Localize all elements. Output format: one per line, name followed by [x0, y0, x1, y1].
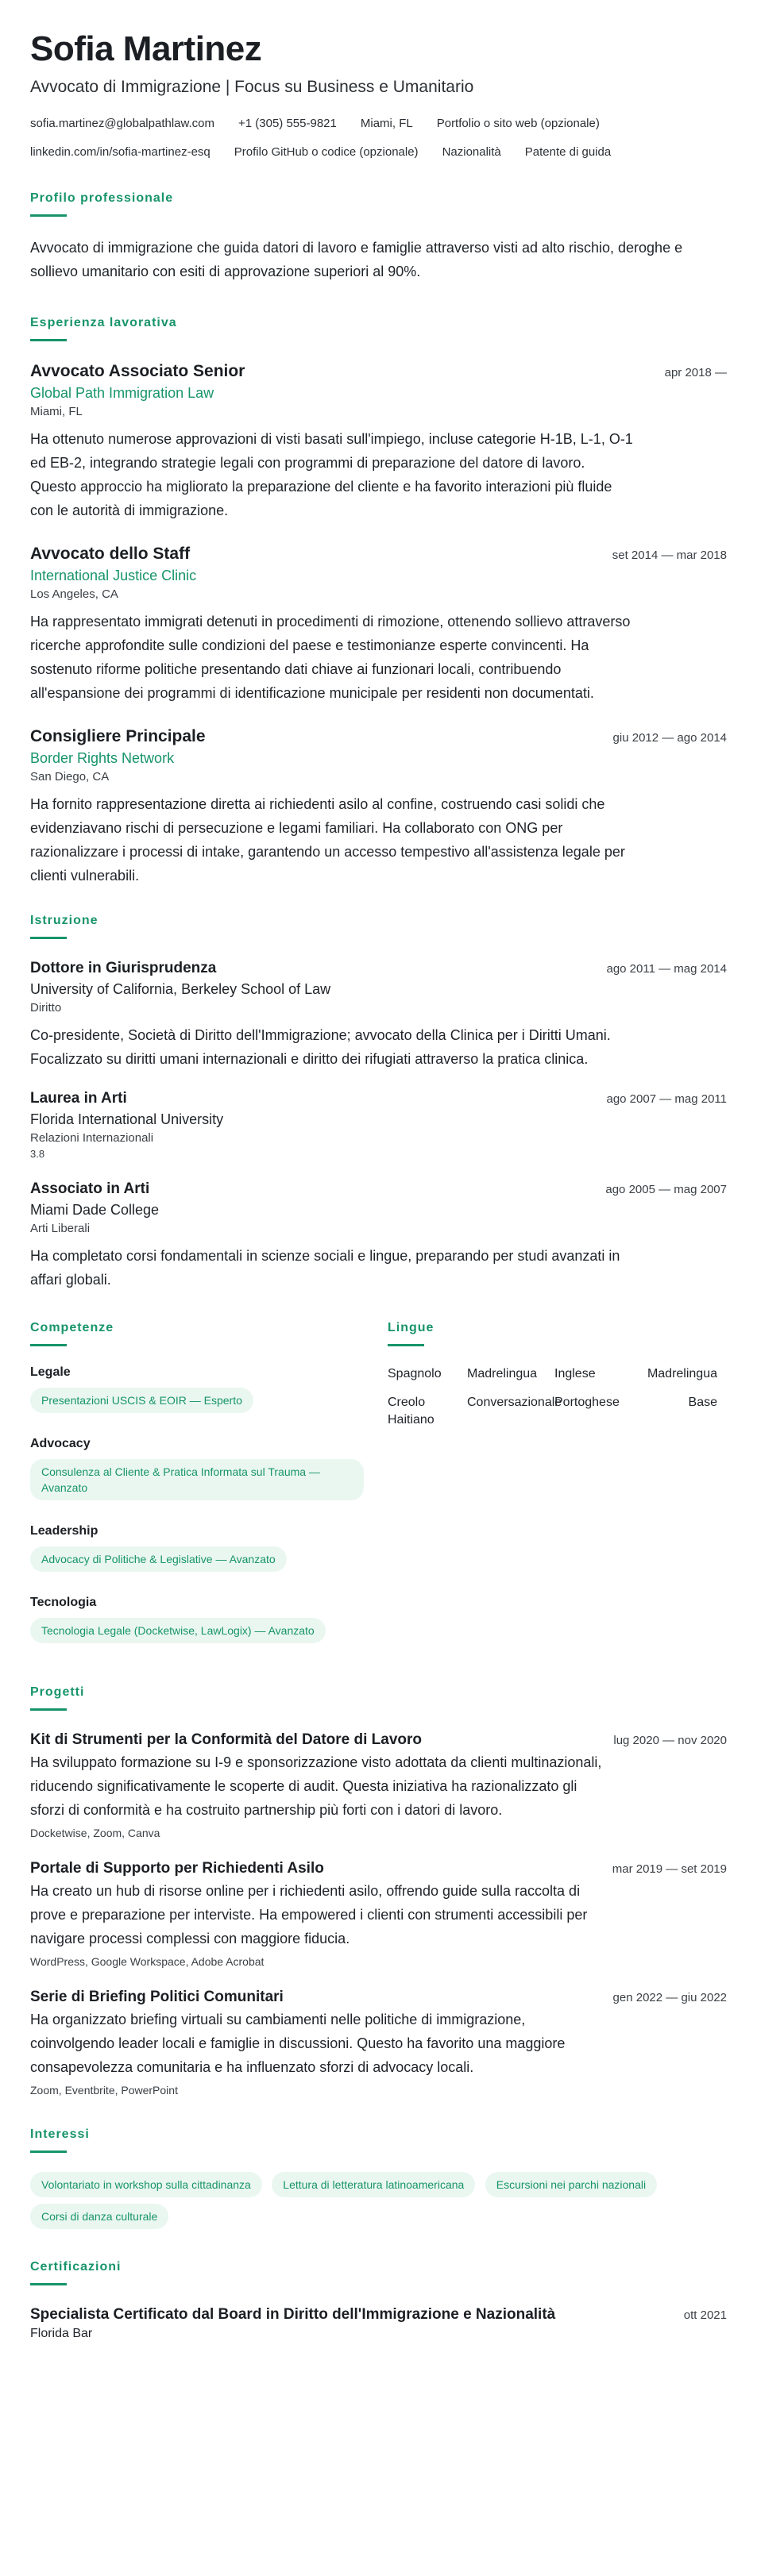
project-description: Ha organizzato briefing virtuali su cambiamenti nelle politiche di immigrazione, coinvolgendo leader locali e famiglie in discussioni. Questo ha favorito una maggiore consapevolezza comunitaria e ha influenzato sforzi di advocacy locali. — [30, 2012, 566, 2075]
languages-list — [388, 1365, 727, 1429]
skill-category: Tecnologia — [30, 1596, 97, 1609]
experience-entry — [30, 543, 727, 705]
languages-section — [388, 1320, 727, 1667]
job-date: apr 2018 — — [664, 366, 727, 379]
job-description: Ha ottenuto numerose approvazioni di visti basati sull'impiego, incluse categorie H-1B, L-1, O-1 ed EB-2, integrando strategie legali con programmi di preparazione del datore di lavoro. Questo approccio ha migliorato la preparazione del cliente e ha favorito interazioni più fluide con le autorità di immigrazione. — [30, 431, 633, 518]
contact-phone[interactable]: +1 (305) 555-9821 — [238, 117, 337, 130]
certification-issuer: Florida Bar — [30, 2327, 93, 2340]
contact-location: Miami, FL — [360, 117, 413, 130]
interest-tag: Corsi di danza culturale — [30, 2204, 168, 2229]
gpa-value: 3.8 — [30, 1148, 45, 1160]
skill-category: Leadership — [30, 1524, 98, 1538]
section-divider — [30, 214, 67, 217]
field-of-study: Arti Liberali — [30, 1222, 91, 1235]
job-description: Ha rappresentato immigrati detenuti in procedimenti di rimozione, ottenendo sollievo attraverso ricerche approfondite sulle condizioni del paese e testimonianze esperte convincenti. Ha sostenuto riforme politiche presentando dati chiave ai funzionari locali, contribuendo all'espansione dei programmi di identificazione municipale per residenti non documentati. — [30, 614, 631, 701]
project-description: Ha creato un hub di risorse online per i richiedenti asilo, offrendo guide sulla raccolta di prove e preparazione per interviste. Ha empowered i clienti con strumenti accessibili per navigare processi complessi con maggiore fiducia. — [30, 1883, 588, 1946]
section-title: Competenze — [30, 1321, 114, 1334]
language-level: Base — [688, 1396, 717, 1409]
section-divider — [30, 339, 67, 341]
skills-section — [30, 1320, 388, 1667]
project-title: Portale di Supporto per Richiedenti Asilo — [30, 1860, 324, 1877]
education-section — [30, 913, 727, 1292]
skill-group — [30, 1437, 388, 1507]
section-title: Certificazioni — [30, 2260, 122, 2274]
language-name: Portoghese — [554, 1396, 620, 1409]
contact-info — [30, 116, 727, 173]
section-title: Progetti — [30, 1685, 85, 1699]
language-level: Madrelingua — [467, 1367, 538, 1380]
contact-email[interactable]: sofia.martinez@globalpathlaw.com — [30, 117, 215, 130]
section-title: Lingue — [388, 1321, 435, 1334]
project-entry — [30, 1858, 727, 1970]
section-divider — [30, 2283, 67, 2285]
interest-tag: Volontariato in workshop sulla cittadinanza — [30, 2172, 262, 2197]
job-organization: International Justice Clinic — [30, 568, 197, 583]
skills-languages-row — [30, 1320, 727, 1667]
section-divider — [30, 1708, 67, 1711]
job-location: San Diego, CA — [30, 770, 110, 784]
certification-title: Specialista Certificato dal Board in Diritto dell'Immigrazione e Nazionalità — [30, 2306, 556, 2323]
degree-title: Associato in Arti — [30, 1180, 150, 1197]
experience-section — [30, 315, 727, 888]
section-title: Interessi — [30, 2127, 90, 2141]
contact-portfolio[interactable]: Portfolio o sito web (opzionale) — [436, 117, 600, 130]
field-of-study: Relazioni Internazionali — [30, 1131, 154, 1145]
section-divider — [388, 1344, 424, 1346]
education-entry — [30, 1179, 727, 1292]
certification-entry — [30, 2305, 727, 2343]
school-name: Florida International University — [30, 1111, 224, 1127]
education-date: ago 2005 — mag 2007 — [605, 1183, 727, 1196]
contact-nationality: Nazionalità — [442, 145, 501, 159]
contact-linkedin[interactable]: linkedin.com/in/sofia-martinez-esq — [30, 145, 210, 159]
project-tools: WordPress, Google Workspace, Adobe Acrobat — [30, 1955, 265, 1968]
education-entry — [30, 958, 727, 1071]
interests-section — [30, 2127, 727, 2235]
contact-github[interactable]: Profilo GitHub o codice (opzionale) — [234, 145, 419, 159]
contact-license: Patente di guida — [524, 145, 612, 159]
experience-entry — [30, 360, 727, 522]
summary-text: Avvocato di immigrazione che guida datori di lavoro e famiglie attraverso visti ad alto rischio, deroghe e sollievo umanitario con esiti di approvazione superiori al 90%. — [30, 240, 683, 279]
school-name: University of California, Berkeley School of Law — [30, 981, 331, 997]
project-entry — [30, 1987, 727, 2098]
skill-tag: Presentazioni USCIS & EOIR — Esperto — [30, 1388, 253, 1413]
skill-category: Advocacy — [30, 1437, 91, 1450]
skill-tag: Advocacy di Politiche & Legislative — Avanzato — [30, 1546, 287, 1572]
language-level: Madrelingua — [647, 1367, 717, 1380]
section-title: Profilo professionale — [30, 191, 174, 205]
resume-header — [30, 29, 727, 173]
job-location: Miami, FL — [30, 405, 83, 418]
project-date: mar 2019 — set 2019 — [612, 1862, 727, 1876]
education-description: Ha completato corsi fondamentali in scienze sociali e lingue, preparando per studi avanzati in affari globali. — [30, 1248, 620, 1288]
projects-section — [30, 1685, 727, 2098]
candidate-name: Sofia Martinez — [30, 29, 262, 68]
section-title: Istruzione — [30, 914, 98, 927]
job-title: Consigliere Principale — [30, 727, 206, 745]
project-title: Serie di Briefing Politici Comunitari — [30, 1989, 284, 2005]
job-title: Avvocato dello Staff — [30, 545, 191, 563]
degree-title: Dottore in Giurisprudenza — [30, 960, 217, 976]
skill-group — [30, 1524, 388, 1578]
job-title: Avvocato Associato Senior — [30, 362, 245, 380]
field-of-study: Diritto — [30, 1001, 62, 1015]
interest-tag: Lettura di letteratura latinoamericana — [272, 2172, 475, 2197]
language-name: Inglese — [554, 1367, 596, 1380]
experience-entry — [30, 726, 727, 888]
job-date: set 2014 — mar 2018 — [612, 549, 727, 562]
school-name: Miami Dade College — [30, 1202, 160, 1218]
skill-category: Legale — [30, 1365, 71, 1379]
section-divider — [30, 937, 67, 939]
degree-title: Laurea in Arti — [30, 1090, 127, 1107]
education-entry — [30, 1088, 727, 1161]
project-title: Kit di Strumenti per la Conformità del Datore di Lavoro — [30, 1731, 422, 1748]
project-entry — [30, 1730, 727, 1841]
candidate-headline: Avvocato di Immigrazione | Focus su Business e Umanitario — [30, 78, 474, 96]
project-tools: Docketwise, Zoom, Canva — [30, 1827, 160, 1839]
education-description: Co-presidente, Società di Diritto dell'Immigrazione; avvocato della Clinica per i Diritti Umani. Focalizzato su diritti umani internazionali e diritto dei rifugiati attraverso la pratica clinica. — [30, 1027, 611, 1067]
skill-tag: Tecnologia Legale (Docketwise, LawLogix) — Avanzato — [30, 1618, 326, 1643]
language-level: Conversazionale — [467, 1396, 562, 1409]
job-description: Ha fornito rappresentazione diretta ai richiedenti asilo al confine, costruendo casi solidi che evidenziavano rischi di persecuzione e legami familiari. Ha collaborato con ONG per razionalizzare i processi di intake, garantendo un accesso tempestivo all'assistenza legale per clienti vulnerabili. — [30, 796, 625, 884]
summary-section — [30, 191, 727, 283]
language-name: Creolo Haitiano — [388, 1396, 435, 1427]
language-name: Spagnolo — [388, 1367, 442, 1380]
certification-date: ott 2021 — [683, 2308, 727, 2322]
section-divider — [30, 1344, 67, 1346]
section-title: Esperienza lavorativa — [30, 316, 177, 329]
skill-group — [30, 1596, 388, 1650]
certifications-section — [30, 2259, 727, 2343]
education-date: ago 2007 — mag 2011 — [606, 1092, 727, 1106]
job-organization: Global Path Immigration Law — [30, 385, 214, 401]
job-date: giu 2012 — ago 2014 — [612, 731, 727, 745]
project-tools: Zoom, Eventbrite, PowerPoint — [30, 2084, 178, 2097]
section-divider — [30, 2151, 67, 2153]
skill-tag: Consulenza al Cliente & Pratica Informata sul Trauma — Avanzato — [30, 1459, 364, 1500]
interests-list — [30, 2172, 727, 2235]
interest-tag: Escursioni nei parchi nazionali — [485, 2172, 657, 2197]
education-date: ago 2011 — mag 2014 — [606, 962, 727, 976]
project-description: Ha sviluppato formazione su I-9 e sponsorizzazione visto adottata da clienti multinazionali, riducendo significativamente le scoperte di audit. Questa iniziativa ha razionalizzato gli sforzi di conformità e ha costruito partnership più forti con i datori di lavoro. — [30, 1754, 602, 1818]
job-location: Los Angeles, CA — [30, 587, 118, 601]
job-organization: Border Rights Network — [30, 750, 175, 766]
project-date: gen 2022 — giu 2022 — [612, 1991, 727, 2004]
skill-group — [30, 1365, 388, 1419]
project-date: lug 2020 — nov 2020 — [613, 1734, 727, 1747]
